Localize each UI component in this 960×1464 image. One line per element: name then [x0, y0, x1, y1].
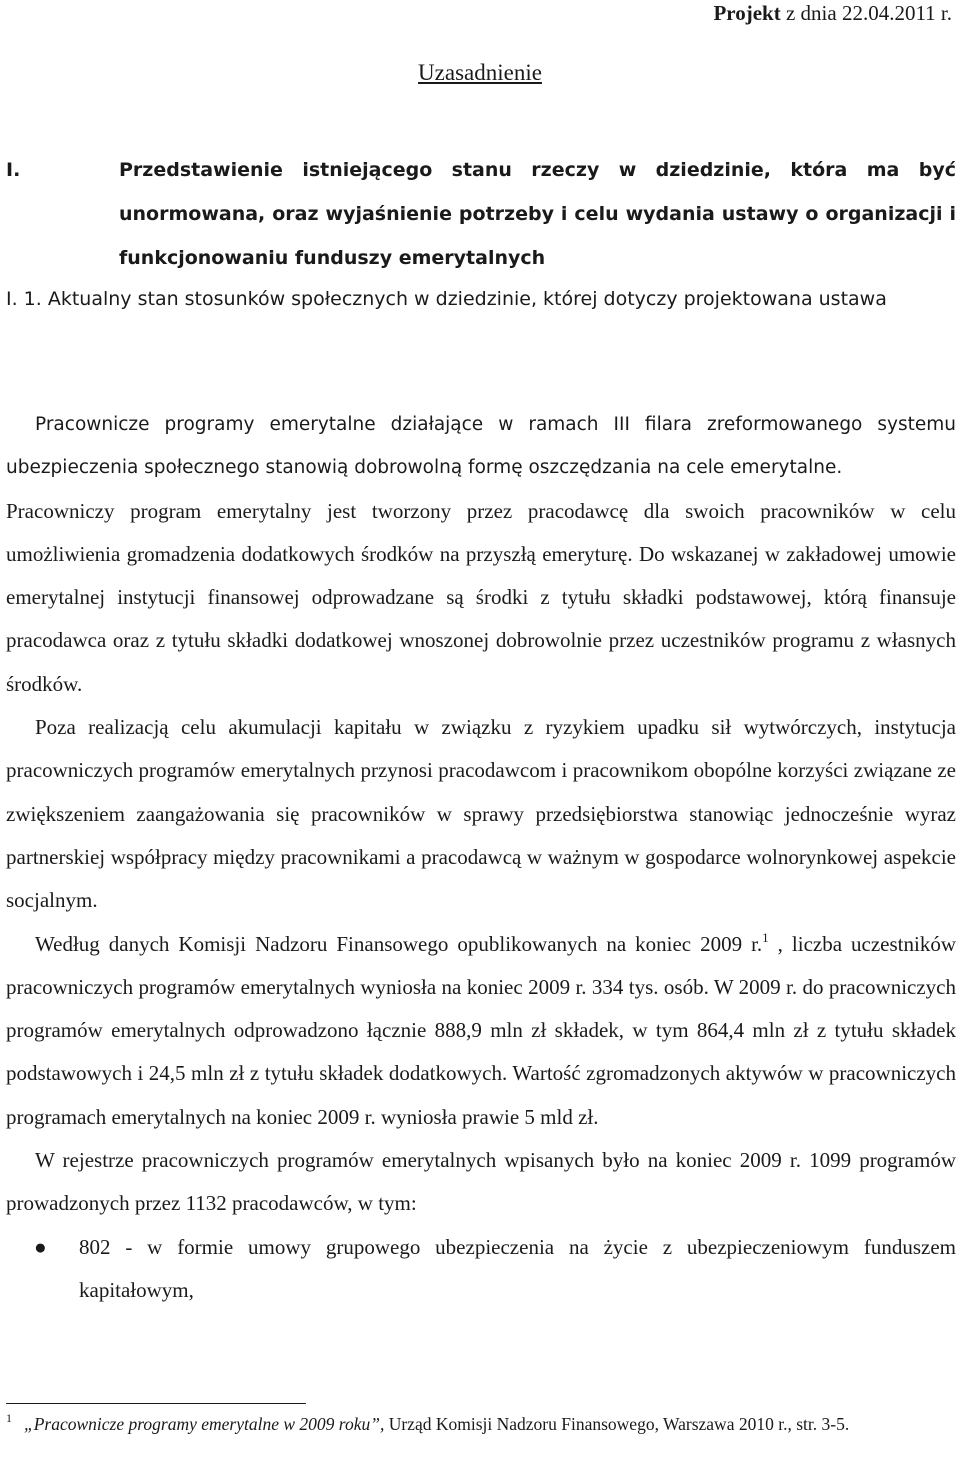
footnote — [6, 1413, 956, 1435]
subsection-heading: I. 1. Aktualny stan stosunków społecznych w dziedzinie, której dotyczy projektowana ustawa — [6, 288, 887, 310]
paragraph-1: Pracownicze programy emerytalne działające w ramach III filara zreformowanego systemu ubezpieczenia społecznego stanowią dobrowolną formę oszczędzania na cele emerytalne. — [6, 414, 956, 479]
document-title: Uzasadnienie — [418, 60, 542, 85]
footnote-separator — [6, 1403, 306, 1404]
body-text — [6, 403, 956, 1312]
paragraph-5: W rejestrze pracowniczych programów emerytalnych wpisanych było na koniec 2009 r. 1099 programów prowadzonych przez 1132 pracodawców, w tym: — [6, 1148, 956, 1216]
section-heading — [6, 148, 956, 280]
list-item-text: 802 - w formie umowy grupowego ubezpieczenia na życie z ubezpieczeniowym funduszem kapitałowym, — [79, 1234, 956, 1302]
bullet-icon: ● — [34, 1234, 47, 1259]
footnote-reference[interactable]: 1 — [762, 929, 769, 945]
section-number: I. — [6, 159, 21, 181]
paragraph-2: Pracowniczy program emerytalny jest tworzony przez pracodawcę dla swoich pracowników w celu umożliwienia gromadzenia dodatkowych środków na przyszłą emeryturę. Do wskazanej w zakładowej umowie emerytalnej instytucji finansowej odprowadzane są środki z tytułu składki podstawowej, którą finansuje pracodawca oraz z tytułu składki dodatkowej wnoszonej dobrowolnie przez uczestników programu z własnych środków. — [6, 498, 956, 696]
footnote-number: 1 — [6, 1411, 12, 1425]
footnote-title: „Pracownicze programy emerytalne w 2009 roku”, — [24, 1414, 385, 1434]
section-heading-text: Przedstawienie istniejącego stanu rzeczy w dziedzinie, która ma być unormowana, oraz wyjaśnienie potrzeby i celu wydania ustawy o organizacji i funkcjonowaniu funduszy emerytalnych — [119, 159, 956, 269]
project-date: z dnia 22.04.2011 r. — [785, 1, 952, 25]
project-label: Projekt — [713, 1, 781, 25]
paragraph-4 — [6, 923, 956, 1139]
paragraph-4-rest: , liczba uczestników pracowniczych programów emerytalnych wyniosła na koniec 2009 r. 334 tys. osób. W 2009 r. do pracowniczych programów emerytalnych odprowadzono łącznie 888,9 mln zł składek, w tym 864,4 mln zł z tytułu składek podstawowych i 24,5 mln zł z tytułu składek dodatkowych. Wartość zgromadzonych aktywów w pracowniczych programach emerytalnych na koniec 2009 r. wyniosła prawie 5 mld zł. — [6, 931, 956, 1129]
footnote-source: Urząd Komisji Nadzoru Finansowego, Warszawa 2010 r., str. 3-5. — [384, 1414, 850, 1434]
paragraph-4-start: Według danych Komisji Nadzoru Finansowego opublikowanych na koniec 2009 r. — [35, 931, 763, 956]
paragraph-3: Poza realizacją celu akumulacji kapitału w związku z ryzykiem upadku sił wytwórczych, instytucja pracowniczych programów emerytalnych przynosi pracodawcom i pracownikom obopólne korzyści związane ze zwiększeniem zaangażowania się pracowników w sprawy przedsiębiorstwa stanowiąc jednocześnie wyraz partnerskiej współpracy między pracownikami a pracodawcą w ważnym w gospodarce wolnorynkowej aspekcie socjalnym. — [6, 715, 956, 913]
list-item — [6, 1226, 956, 1313]
project-date-header — [713, 0, 952, 26]
program-list — [6, 1226, 956, 1313]
